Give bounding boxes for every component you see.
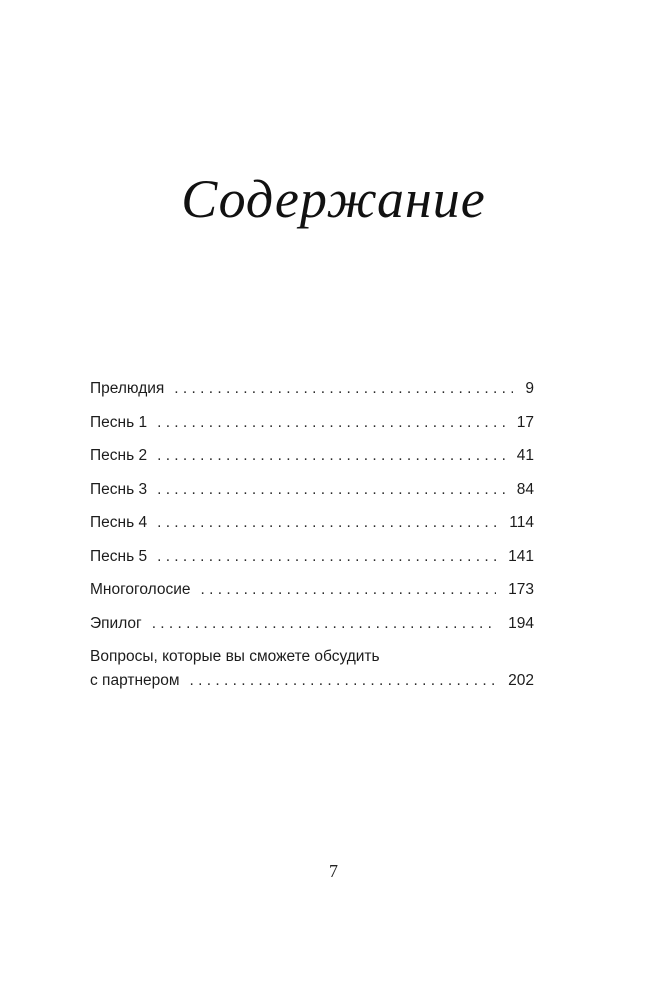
- dot-leader: [174, 378, 513, 400]
- dot-leader: [157, 445, 505, 467]
- toc-entry-label: Прелюдия: [90, 380, 165, 397]
- toc-entry-page: 202: [508, 672, 534, 689]
- toc-entry-multiline[interactable]: [90, 646, 534, 692]
- dot-leader: [157, 412, 505, 434]
- toc-entry-page: 84: [516, 480, 534, 498]
- toc-entry[interactable]: [90, 479, 534, 513]
- toc-entry-page: 114: [509, 514, 534, 531]
- toc-entry-page: 173: [508, 581, 534, 598]
- table-of-contents: [90, 378, 534, 692]
- toc-entry-page: 9: [525, 380, 534, 397]
- toc-entry-page: 41: [516, 447, 534, 464]
- toc-entry-label: Песнь 3: [90, 480, 148, 498]
- toc-entry-label: Многоголосие: [90, 581, 191, 598]
- toc-entry[interactable]: [90, 412, 534, 446]
- toc-entry-line2: [90, 670, 534, 692]
- page-number: 7: [329, 861, 338, 881]
- toc-entry-label: Песнь 5: [90, 547, 148, 565]
- toc-entry[interactable]: [90, 613, 534, 647]
- toc-entry[interactable]: [90, 546, 534, 580]
- toc-entry-page: 141: [508, 547, 534, 565]
- toc-entry[interactable]: [90, 378, 534, 412]
- toc-entry-label: Эпилог: [90, 614, 142, 632]
- dot-leader: [157, 512, 497, 534]
- toc-entry[interactable]: [90, 445, 534, 479]
- toc-entry-label: Песнь 1: [90, 413, 148, 431]
- dot-leader: [152, 613, 496, 635]
- toc-entry[interactable]: [90, 579, 534, 613]
- toc-entry-label: Песнь 2: [90, 447, 148, 464]
- toc-entry-label-line1: Вопросы, которые вы сможете обсудить: [90, 648, 380, 665]
- page-title: Содержание: [181, 169, 486, 229]
- toc-entry[interactable]: [90, 512, 534, 546]
- dot-leader: [157, 546, 496, 568]
- toc-entry-label-line2: с партнером: [90, 672, 180, 689]
- dot-leader: [190, 670, 497, 692]
- toc-entry-page: 194: [508, 614, 534, 632]
- toc-entry-page: 17: [516, 413, 534, 431]
- dot-leader: [201, 579, 497, 601]
- toc-entry-label: Песнь 4: [90, 514, 148, 531]
- dot-leader: [157, 479, 505, 501]
